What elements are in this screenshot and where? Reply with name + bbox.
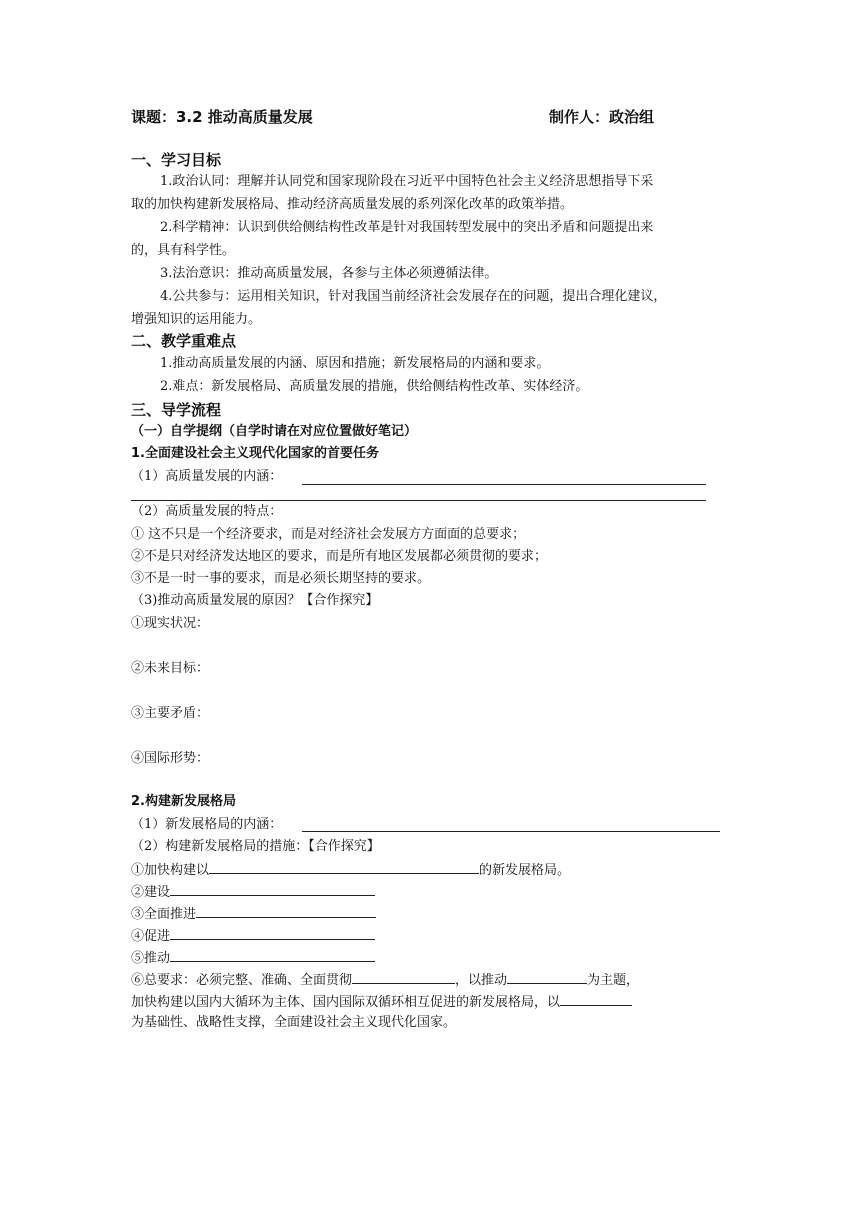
measure-text: 为主题， [587,973,640,988]
feature-line: ②不是只对经济发达地区的要求，而是所有地区发展都必须贯彻的要求； [131,549,548,564]
feature-line: ① 这不只是一个经济要求，而是对经济社会发展方方面面的总要求； [131,527,526,542]
measure-text: 加快构建以国内大循环为主体、国内国际双循环相互促进的新发展格局，以 [131,995,561,1010]
reason-prompt: ③主要矛盾： [131,706,210,721]
measure-line [131,925,375,947]
subheading-self-study: （一）自学提纲（自学时请在对应位置做好笔记） [131,424,418,439]
question-features: （2）高质量发展的特点： [131,504,283,519]
answer-blank[interactable] [196,903,376,918]
reason-prompt: ①现实状况： [131,616,210,631]
measure-line [131,903,376,925]
answer-blank[interactable] [302,484,706,485]
measure-text: ④促进 [131,929,171,944]
answer-blank[interactable] [352,969,455,984]
requirement-line [131,969,639,991]
measure-line [131,947,375,969]
requirement-line [131,991,632,1013]
author-label: 制作人：政治组 [549,108,655,126]
part1-heading: 1.全面建设社会主义现代化国家的首要任务 [131,446,379,461]
section-heading-goals: 一、学习目标 [131,151,222,169]
goal-line: 取的加快构建新发展格局、推动经济高质量发展的系列深化改革的政策举措。 [131,197,574,212]
key-point-line: 2.难点：新发展格局、高质量发展的措施，供给侧结构性改革、实体经济。 [160,379,589,394]
section-heading-flow: 三、导学流程 [131,401,222,419]
part2-heading: 2.构建新发展格局 [131,794,236,809]
goal-line: 2.科学精神：认识到供给侧结构性改革是针对我国转型发展中的突出矛盾和问题提出来 [160,220,654,235]
answer-blank[interactable] [209,859,479,874]
measure-line [131,859,570,881]
feature-line: ③不是一时一事的要求，而是必须长期坚持的要求。 [131,571,431,586]
measure-text: ⑥总要求：必须完整、准确、全面贯彻 [131,973,353,988]
reason-prompt: ④国际形势： [131,751,210,766]
question-connotation: （1）高质量发展的内涵： [131,469,283,484]
question-new-pattern: （1）新发展格局的内涵： [131,817,283,832]
requirement-line: 为基础性、战略性支撑，全面建设社会主义现代化国家。 [131,1015,457,1030]
answer-blank[interactable] [170,947,375,962]
goal-line: 4.公共参与：运用相关知识，针对我国当前经济社会发展存在的问题，提出合理化建议， [160,289,667,304]
answer-blank[interactable] [560,991,632,1006]
answer-blank[interactable] [170,881,375,896]
question-measures: （2）构建新发展格局的措施：【合作探究】 [131,839,380,854]
reason-prompt: ②未来目标： [131,661,210,676]
section-heading-key-points: 二、教学重难点 [131,332,237,350]
answer-blank[interactable] [170,925,375,940]
lesson-title: 课题：3.2 推动高质量发展 [131,108,313,126]
goal-line: 1.政治认同：理解并认同党和国家现阶段在习近平中国特色社会主义经济思想指导下采 [160,174,654,189]
answer-blank[interactable] [131,500,706,501]
goal-line: 3.法治意识：推动高质量发展，各参与主体必须遵循法律。 [160,266,498,281]
answer-blank[interactable] [302,831,720,832]
goal-line: 的，具有科学性。 [131,243,236,258]
measure-text: 的新发展格局。 [479,863,571,878]
measure-text: ②建设 [131,885,171,900]
answer-blank[interactable] [507,969,587,984]
question-reasons: （3)推动高质量发展的原因？【合作探究】 [131,593,379,608]
measure-text: ，以推动 [455,973,508,988]
measure-line [131,881,375,903]
measure-text: ⑤推动 [131,951,171,966]
key-point-line: 1.推动高质量发展的内涵、原因和措施；新发展格局的内涵和要求。 [160,356,550,371]
goal-line: 增强知识的运用能力。 [131,312,262,327]
measure-text: ①加快构建以 [131,863,210,878]
measure-text: ③全面推进 [131,907,197,922]
